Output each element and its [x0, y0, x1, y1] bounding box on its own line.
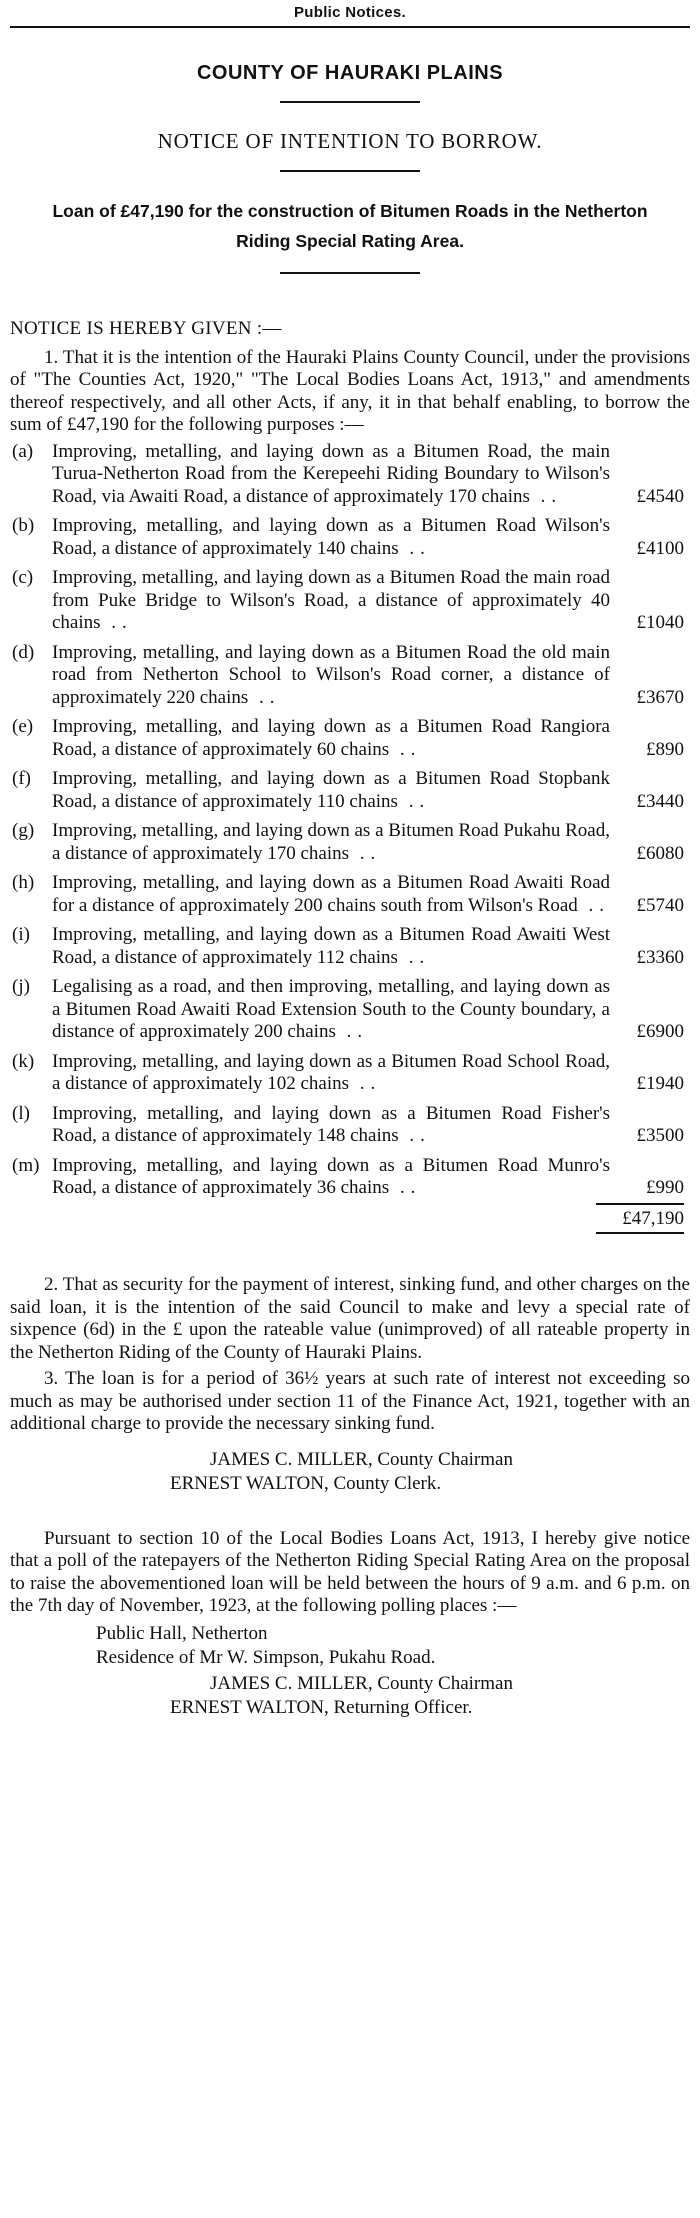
list-item — [10, 642, 690, 710]
polling-place: Public Hall, Netherton — [96, 1622, 268, 1644]
county-title: COUNTY OF HAURAKI PLAINS — [196, 62, 504, 84]
item-amount: £1940 — [636, 1073, 684, 1094]
title-divider-2 — [280, 170, 420, 172]
item-text: Improving, metalling, and laying down as a Bitumen Road Awaiti West Road, a distance of approximately 112 chains .. — [52, 924, 610, 968]
signature-returning-officer: ERNEST WALTON, Returning Officer. — [170, 1696, 473, 1718]
dot-leaders: .. — [397, 946, 431, 968]
dot-leaders: .. — [398, 537, 431, 559]
signature-chairman-2: JAMES C. MILLER, County Chairman — [210, 1672, 513, 1694]
item-amount: £3670 — [636, 686, 684, 708]
list-item — [10, 441, 690, 509]
item-text: Improving, metalling, and laying down as a Bitumen Road, the main Turua-Netherton Road from the Kerepeehi Riding Boundary to Wilson's Road, via Awaiti Road, a distance of approximately 170 chains .. — [52, 440, 610, 507]
item-text: Improving, metalling, and laying down as a Bitumen Road Fisher's Road, a distance of approximately 148 chains .. — [52, 1102, 610, 1146]
dot-leaders: .. — [577, 894, 611, 916]
item-amount: £4540 — [636, 485, 684, 507]
item-text: Improving, metalling, and laying down as a Bitumen Road School Road, a distance of approximately 102 chains .. — [52, 1050, 610, 1094]
item-letter: (b) — [12, 515, 35, 536]
loan-total: £47,190 — [596, 1203, 684, 1235]
list-item — [10, 872, 690, 917]
list-item — [10, 515, 690, 560]
item-amount: £890 — [646, 738, 684, 760]
signature-clerk: ERNEST WALTON, County Clerk. — [170, 1472, 442, 1494]
loan-heading: Loan of £47,190 for the construction of Bitumen Roads in the Netherton Riding Special Rating Area. — [52, 201, 648, 251]
item-amount: £5740 — [636, 894, 684, 916]
item-letter: (a) — [12, 440, 34, 462]
paragraph-1: 1. That it is the intention of the Hauraki Plains County Council, under the provisions of "The Counties Act, 1920," "The Local Bodies Loans Act, 1913," and amendments thereof respectively, and all other Acts, if any, it in that behalf enabling, to borrow the sum of £47,190 for the following purposes :— — [10, 346, 690, 435]
poll-paragraph: Pursuant to section 10 of the Local Bodies Loans Act, 1913, I hereby give notice that a poll of the ratepayers of the Netherton Riding Special Rating Area on the proposal to raise the abovementioned loan will be held between the hours of 9 a.m. and 6 p.m. on the 7th day of November, 1923, at the following polling places :— — [10, 1527, 690, 1616]
item-text: Improving, metalling, and laying down as a Bitumen Road the old main road from Netherton School to Wilson's Road corner, a distance of approximately 220 chains .. — [52, 641, 610, 708]
item-letter: (g) — [12, 820, 35, 841]
item-text: Improving, metalling, and laying down as a Bitumen Road Wilson's Road, a distance of approximately 140 chains .. — [52, 515, 610, 559]
title-divider — [280, 101, 420, 103]
item-letter: (c) — [12, 567, 34, 588]
dot-leaders: .. — [398, 1125, 431, 1146]
item-amount: £4100 — [636, 537, 684, 559]
item-text: Improving, metalling, and laying down as a Bitumen Road Pukahu Road, a distance of approximately 170 chains .. — [52, 820, 610, 864]
dot-leaders: .. — [349, 842, 382, 864]
list-item — [10, 1155, 690, 1200]
item-amount: £3360 — [636, 946, 684, 968]
item-text: Improving, metalling, and laying down as a Bitumen Road the main road from Puke Bridge to Wilson's Road, a distance of approximately 40 chains .. — [52, 567, 610, 633]
list-item — [10, 768, 690, 813]
item-amount: £6080 — [636, 842, 684, 864]
list-item — [10, 567, 690, 635]
item-amount: £990 — [646, 1177, 684, 1198]
section-header: Public Notices. — [293, 4, 407, 21]
list-item — [10, 976, 690, 1044]
item-text: Improving, metalling, and laying down as a Bitumen Road Munro's Road, a distance of approximately 36 chains .. — [52, 1154, 610, 1198]
list-item — [10, 1051, 690, 1096]
dot-leaders: .. — [389, 738, 422, 760]
item-letter: (k) — [12, 1050, 35, 1072]
item-letter: (m) — [12, 1154, 40, 1176]
item-letter: (e) — [12, 716, 34, 737]
item-amount: £1040 — [636, 612, 684, 633]
notice-title: NOTICE OF INTENTION TO BORROW. — [157, 129, 543, 153]
list-item — [10, 924, 690, 969]
dot-leaders: .. — [397, 790, 431, 812]
item-text: Legalising as a road, and then improving, metalling, and laying down as a Bitumen Road Awaiti Road Extension South to the County boundary, a distance of approximately 200 chains .. — [52, 976, 610, 1042]
item-letter: (i) — [12, 924, 30, 945]
paragraph-2: 2. That as security for the payment of interest, sinking fund, and other charges on the said loan, it is the intention of the said Council to make and levy a special rate of sixpence (6d) in the £ upon the rateable value (unimproved) of all rateable property in the Netherton Riding of the County of Hauraki Plains. — [10, 1274, 690, 1363]
dot-leaders: .. — [389, 1177, 422, 1198]
dot-leaders: .. — [248, 686, 281, 708]
header-divider — [10, 26, 690, 28]
list-item — [10, 716, 690, 761]
signature-chairman: JAMES C. MILLER, County Chairman — [210, 1448, 513, 1470]
item-letter: (d) — [12, 641, 35, 663]
heading-divider — [280, 272, 420, 274]
list-item — [10, 820, 690, 865]
item-text: Improving, metalling, and laying down as a Bitumen Road Rangiora Road, a distance of approximately 60 chains .. — [52, 716, 610, 760]
dot-leaders: .. — [349, 1073, 382, 1094]
item-letter: (j) — [12, 976, 30, 997]
polling-places — [10, 1622, 690, 1670]
dot-leaders: .. — [335, 1021, 369, 1042]
purpose-list — [10, 441, 690, 1200]
item-letter: (l) — [12, 1102, 30, 1124]
item-amount: £3440 — [636, 790, 684, 812]
signature-block — [10, 1448, 690, 1496]
item-text: Improving, metalling, and laying down as a Bitumen Road Awaiti Road for a distance of approximately 200 chains south from Wilson's Road .. — [52, 872, 611, 916]
item-text: Improving, metalling, and laying down as a Bitumen Road Stopbank Road, a distance of approximately 110 chains .. — [52, 768, 610, 812]
item-amount: £6900 — [636, 1021, 684, 1042]
item-letter: (h) — [12, 872, 35, 893]
dot-leaders: .. — [529, 485, 563, 507]
returning-signature-block — [10, 1672, 690, 1720]
dot-leaders: .. — [100, 612, 133, 633]
notice-given-line: NOTICE IS HEREBY GIVEN :— — [10, 318, 282, 339]
paragraph-3: 3. The loan is for a period of 36½ years at such rate of interest not exceeding so much as may be authorised under section 11 of the Finance Act, 1921, together with an additional charge to provide the necessary sinking fund. — [10, 1368, 690, 1434]
polling-place: Residence of Mr W. Simpson, Pukahu Road. — [96, 1646, 436, 1668]
item-letter: (f) — [12, 768, 31, 789]
item-amount: £3500 — [636, 1125, 684, 1146]
list-item — [10, 1103, 690, 1148]
